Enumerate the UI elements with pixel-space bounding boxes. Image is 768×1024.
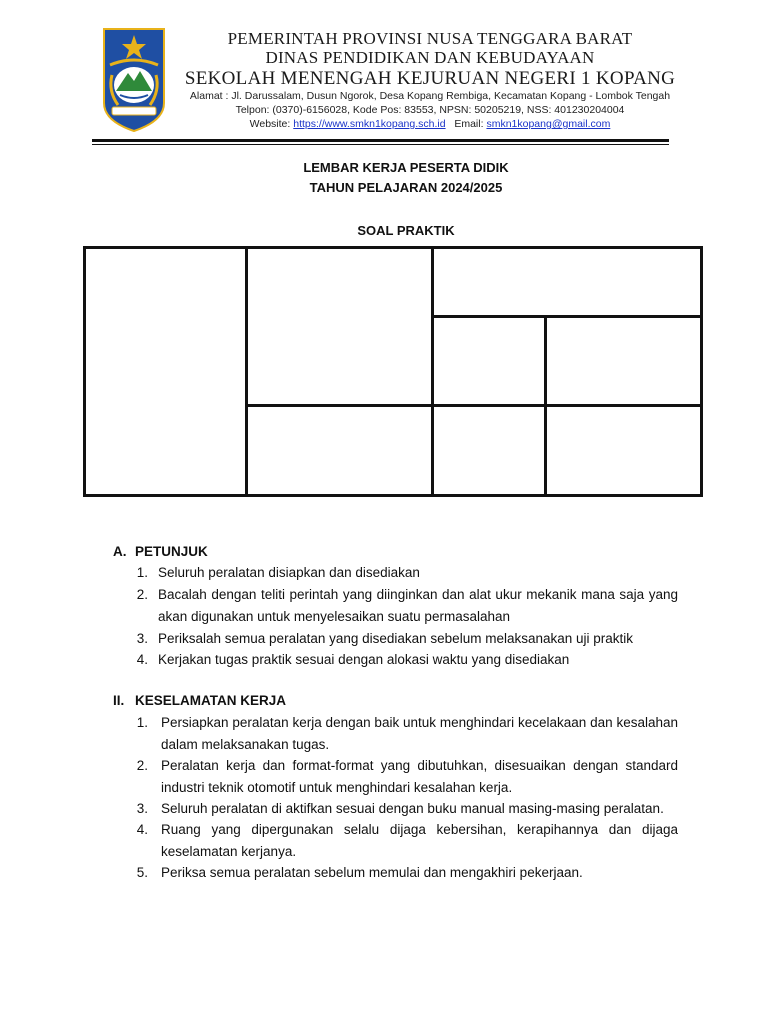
email-label: Email: xyxy=(454,118,484,130)
worksheet-title: LEMBAR KERJA PESERTA DIDIK xyxy=(303,160,509,175)
letterhead-rule-thick xyxy=(92,139,669,142)
practice-question-heading: SOAL PRAKTIK xyxy=(357,223,455,238)
website-label: Website: xyxy=(249,118,291,130)
email-link[interactable]: smkn1kopang@gmail.com xyxy=(486,118,611,130)
list-item-text: Seluruh peralatan di aktifkan sesuai dengan buku manual masing-masing peralatan. xyxy=(161,801,664,816)
letterhead-web-email xyxy=(150,118,710,130)
grid-line xyxy=(431,246,434,497)
grid-line xyxy=(245,404,703,407)
website-link[interactable]: https://www.smkn1kopang.sch.id xyxy=(293,118,446,130)
letterhead-school-name: SEKOLAH MENENGAH KEJURUAN NEGERI 1 KOPANG xyxy=(184,68,676,89)
list-item-number: 3. xyxy=(136,631,148,646)
grid-line xyxy=(245,246,248,497)
letterhead-government: PEMERINTAH PROVINSI NUSA TENGGARA BARAT xyxy=(227,29,633,48)
section-a-marker: A. xyxy=(113,544,127,559)
practice-answer-grid xyxy=(83,246,703,497)
list-item-number: 5. xyxy=(136,865,148,880)
list-item-number: 2. xyxy=(136,587,148,602)
list-item-text: Peralatan kerja dan format-format yang dibutuhkan, disesuaikan dengan standard industri teknik otomotif untuk menghindari kesalahan kerja. xyxy=(161,758,678,795)
letterhead-contact: Telpon: (0370)-6156028, Kode Pos: 83553, NPSN: 50205219, NSS: 401230204004 xyxy=(235,104,625,116)
list-item-text: Persiapkan peralatan kerja dengan baik untuk menghindari kecelakaan dan kesalahan dalam melaksanakan tugas. xyxy=(161,715,678,752)
list-item-text: Periksalah semua peralatan yang disediakan sebelum melaksanakan uji praktik xyxy=(158,631,634,646)
academic-year: TAHUN PELAJARAN 2024/2025 xyxy=(309,180,503,195)
list-item-number: 4. xyxy=(136,652,148,667)
section-b-marker: II. xyxy=(113,693,125,708)
letterhead-address: Alamat : Jl. Darussalam, Dusun Ngorok, Desa Kopang Rembiga, Kecamatan Kopang - Lombok Tengah xyxy=(189,90,671,102)
list-item-number: 1. xyxy=(136,565,148,580)
section-a-title: PETUNJUK xyxy=(135,544,208,559)
list-item-text: Kerjakan tugas praktik sesuai dengan alokasi waktu yang disediakan xyxy=(158,652,570,667)
letterhead-department: DINAS PENDIDIKAN DAN KEBUDAYAAN xyxy=(265,48,595,67)
grid-line xyxy=(431,315,703,318)
list-item-number: 1. xyxy=(136,715,148,730)
letterhead-rule-thin xyxy=(92,144,669,145)
list-item-number: 2. xyxy=(136,758,148,773)
list-item-text: Ruang yang dipergunakan selalu dijaga kebersihan, kerapihannya dan dijaga keselamatan kerjanya. xyxy=(161,822,678,859)
list-item-text: Bacalah dengan teliti perintah yang diinginkan dan alat ukur mekanik mana saja yang akan digunakan untuk menyelesaikan suatu permasalahan xyxy=(158,587,678,624)
list-item-number: 3. xyxy=(136,801,148,816)
section-b-heading xyxy=(113,693,286,708)
list-item-text: Periksa semua peralatan sebelum memulai dan mengakhiri pekerjaan. xyxy=(161,865,583,880)
section-a-heading xyxy=(113,544,208,559)
section-b-title: KESELAMATAN KERJA xyxy=(135,693,287,708)
list-item-number: 4. xyxy=(136,822,148,837)
list-item-text: Seluruh peralatan disiapkan dan disediakan xyxy=(158,565,420,580)
